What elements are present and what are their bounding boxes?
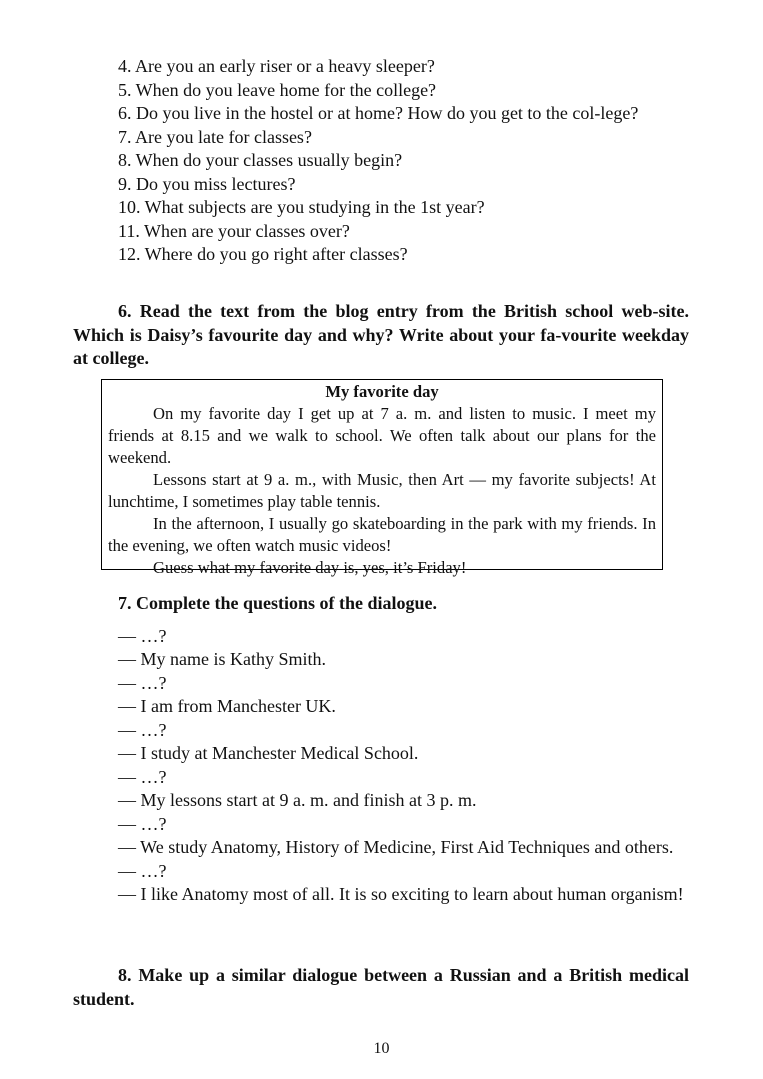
question: 9. Do you miss lectures? <box>118 173 296 194</box>
task8-heading: 8. Make up a similar dialogue between a Russian and a British medical student. <box>73 965 689 1009</box>
blog-paragraph: In the afternoon, I usually go skateboarding in the park with my friends. In the evening, we often watch music videos! <box>108 514 656 555</box>
question: 4. Are you an early riser or a heavy sleeper? <box>118 56 435 76</box>
dialogue-line: — We study Anatomy, History of Medicine, First Aid Techniques and others. <box>118 837 674 857</box>
blog-paragraph: On my favorite day I get up at 7 a. m. and listen to music. I meet my friends at 8.15 and we walk to school. We often talk about our plans for the weekend. <box>108 404 656 467</box>
task6-section <box>73 300 689 371</box>
dialogue-line: — …? <box>118 813 167 834</box>
question: 7. Are you late for classes? <box>118 126 312 147</box>
dialogue-line: — …? <box>118 860 167 881</box>
question-list <box>73 55 689 267</box>
dialogue-line: — …? <box>118 719 167 740</box>
question: 6. Do you live in the hostel or at home? How do you get to the col-lege? <box>118 103 639 123</box>
blog-paragraph: Lessons start at 9 a. m., with Music, then Art — my favorite subjects! At lunchtime, I sometimes play table tennis. <box>108 470 656 511</box>
task7-heading: 7. Complete the questions of the dialogue. <box>118 593 437 613</box>
dialogue-line: — I study at Manchester Medical School. <box>118 743 419 763</box>
task7-section <box>73 592 689 907</box>
dialogue-line: — I am from Manchester UK. <box>118 696 336 716</box>
blog-entry-title: My favorite day <box>325 382 439 401</box>
page-number: 10 <box>373 1040 390 1057</box>
dialogue-line: — My name is Kathy Smith. <box>118 649 326 669</box>
question: 11. When are your classes over? <box>118 220 350 241</box>
dialogue-line: — …? <box>118 672 167 693</box>
task6-heading: 6. Read the text from the blog entry from the British school web-site. Which is Daisy’s favourite day and why? Write about your fa-vourite weekday at college. <box>73 301 689 368</box>
dialogue-line: — I like Anatomy most of all. It is so exciting to learn about human organism! <box>118 884 684 904</box>
dialogue-line: — …? <box>118 625 167 646</box>
question: 10. What subjects are you studying in the 1st year? <box>118 197 485 217</box>
blog-paragraph: Guess what my favorite day is, yes, it’s Friday! <box>153 558 467 577</box>
dialogue-line: — …? <box>118 766 167 787</box>
task8-section <box>73 964 689 1011</box>
question: 5. When do you leave home for the college? <box>118 79 437 100</box>
dialogue-line: — My lessons start at 9 a. m. and finish at 3 p. m. <box>118 790 477 810</box>
question: 8. When do your classes usually begin? <box>118 150 403 170</box>
blog-entry-box <box>101 379 663 577</box>
question: 12. Where do you go right after classes? <box>118 244 408 264</box>
